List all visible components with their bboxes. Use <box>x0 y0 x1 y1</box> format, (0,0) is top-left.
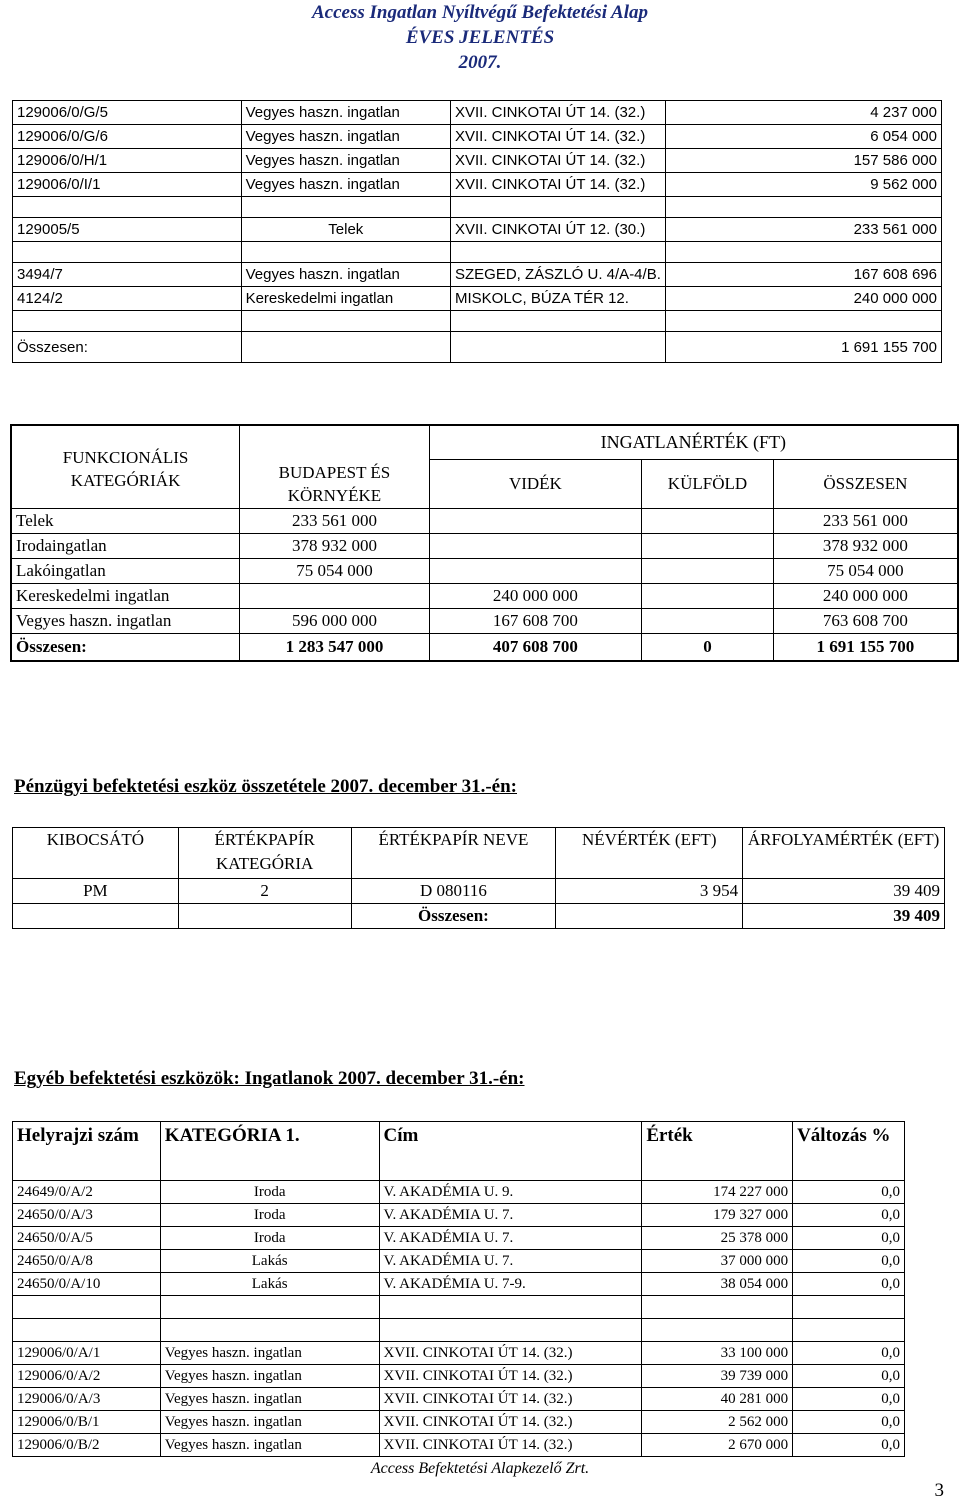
col-security-name-header: ÉRTÉKPAPÍR NEVE <box>351 828 556 879</box>
security-category: 2 <box>178 879 351 904</box>
category-label: Telek <box>11 509 240 534</box>
parcel-number: 129006/0/B/1 <box>13 1411 161 1434</box>
category: Lakás <box>160 1273 379 1296</box>
financial-assets-table <box>12 827 945 929</box>
category-label: Kereskedelmi ingatlan <box>11 584 240 609</box>
category: Iroda <box>160 1204 379 1227</box>
value: 233 561 000 <box>665 218 941 242</box>
kulfold-value <box>642 534 774 559</box>
category: Vegyes haszn. ingatlan <box>160 1411 379 1434</box>
table-row <box>13 1365 905 1388</box>
change-percent: 0,0 <box>793 1342 905 1365</box>
address: XVII. CINKOTAI ÚT 14. (32.) <box>450 101 665 125</box>
videk-value <box>429 509 641 534</box>
parcel-number: 129006/0/G/6 <box>13 125 242 149</box>
category: Vegyes haszn. ingatlan <box>241 173 450 197</box>
table-row <box>13 1388 905 1411</box>
address: MISKOLC, BÚZA TÉR 12. <box>450 287 665 311</box>
total-label: Összesen: <box>11 634 240 662</box>
parcel-number: 24650/0/A/3 <box>13 1204 161 1227</box>
total-row <box>11 634 958 662</box>
category: Vegyes haszn. ingatlan <box>160 1342 379 1365</box>
spacer-row <box>13 197 942 218</box>
category: Vegyes haszn. ingatlan <box>160 1388 379 1411</box>
videk-value: 240 000 000 <box>429 584 641 609</box>
kulfold-total: 0 <box>642 634 774 662</box>
col-budapest-header: BUDAPEST ÉS KÖRNYÉKE <box>240 460 430 509</box>
value: 240 000 000 <box>665 287 941 311</box>
section-title-real-estate: Egyéb befektetési eszközök: Ingatlanok 2007. december 31.-én: <box>14 1068 525 1089</box>
address: XVII. CINKOTAI ÚT 12. (30.) <box>450 218 665 242</box>
address: XVII. CINKOTAI ÚT 14. (32.) <box>450 173 665 197</box>
table-row <box>11 509 958 534</box>
total-value: 240 000 000 <box>773 584 958 609</box>
col-parcel-header: Helyrajzi szám <box>13 1122 161 1181</box>
category: Vegyes haszn. ingatlan <box>241 263 450 287</box>
table-row <box>13 149 942 173</box>
total-row <box>13 904 945 929</box>
table-row <box>11 584 958 609</box>
table-row <box>13 263 942 287</box>
total-value: 1 691 155 700 <box>665 332 941 363</box>
address: XVII. CINKOTAI ÚT 14. (32.) <box>450 125 665 149</box>
col-address-header: Cím <box>379 1122 642 1181</box>
budapest-value <box>240 584 430 609</box>
col-value-header: Érték <box>642 1122 793 1181</box>
table-row <box>11 534 958 559</box>
value: 9 562 000 <box>665 173 941 197</box>
col-security-category-header: ÉRTÉKPAPÍR KATEGÓRIA <box>178 828 351 879</box>
value: 37 000 000 <box>642 1250 793 1273</box>
section-title-financial-assets: Pénzügyi befektetési eszköz összetétele 2007. december 31.-én: <box>14 776 517 797</box>
value: 167 608 696 <box>665 263 941 287</box>
col-category-header: KATEGÓRIA 1. <box>160 1122 379 1181</box>
address: XVII. CINKOTAI ÚT 14. (32.) <box>379 1388 642 1411</box>
real-estate-table <box>12 1121 905 1457</box>
header-row <box>11 425 958 460</box>
address: XVII. CINKOTAI ÚT 14. (32.) <box>379 1411 642 1434</box>
category: Iroda <box>160 1181 379 1204</box>
budapest-value: 378 932 000 <box>240 534 430 559</box>
property-value-group-header: INGATLANÉRTÉK (FT) <box>429 425 958 460</box>
face-value: 3 954 <box>556 879 743 904</box>
table-row <box>13 218 942 242</box>
header-row <box>13 1122 905 1181</box>
address: XVII. CINKOTAI ÚT 14. (32.) <box>379 1365 642 1388</box>
header-fund-name: Access Ingatlan Nyíltvégű Befektetési Alap <box>312 2 648 23</box>
category-label: Irodaingatlan <box>11 534 240 559</box>
value: 2 562 000 <box>642 1411 793 1434</box>
value: 174 227 000 <box>642 1181 793 1204</box>
category-label: Vegyes haszn. ingatlan <box>11 609 240 634</box>
total-value: 763 608 700 <box>773 609 958 634</box>
spacer-row <box>13 1319 905 1342</box>
page-number: 3 <box>934 1480 944 1501</box>
parcel-number: 129006/0/H/1 <box>13 149 242 173</box>
col-kulfold-header: KÜLFÖLD <box>642 460 774 509</box>
category: Vegyes haszn. ingatlan <box>241 101 450 125</box>
table-row <box>13 1411 905 1434</box>
col-market-value-header: ÁRFOLYAMÉRTÉK (EFT) <box>743 828 945 879</box>
header-report-title: ÉVES JELENTÉS <box>405 27 555 48</box>
table-row <box>13 1181 905 1204</box>
parcel-number: 129006/0/A/2 <box>13 1365 161 1388</box>
table-row <box>13 1250 905 1273</box>
value: 40 281 000 <box>642 1388 793 1411</box>
address: V. AKADÉMIA U. 7-9. <box>379 1273 642 1296</box>
address: XVII. CINKOTAI ÚT 14. (32.) <box>450 149 665 173</box>
category: Telek <box>241 218 450 242</box>
change-percent: 0,0 <box>793 1181 905 1204</box>
total-row <box>13 332 942 363</box>
parcel-number: 129006/0/I/1 <box>13 173 242 197</box>
total-label: Összesen: <box>351 904 556 929</box>
table-row <box>13 287 942 311</box>
issuer: PM <box>13 879 179 904</box>
value: 2 670 000 <box>642 1434 793 1457</box>
value: 39 739 000 <box>642 1365 793 1388</box>
videk-value <box>429 534 641 559</box>
value: 4 237 000 <box>665 101 941 125</box>
budapest-total: 1 283 547 000 <box>240 634 430 662</box>
change-percent: 0,0 <box>793 1434 905 1457</box>
address: V. AKADÉMIA U. 7. <box>379 1204 642 1227</box>
kulfold-value <box>642 584 774 609</box>
col-issuer-header: KIBOCSÁTÓ <box>13 828 179 879</box>
change-percent: 0,0 <box>793 1411 905 1434</box>
header-year: 2007. <box>458 52 502 73</box>
spacer-row <box>13 311 942 332</box>
kulfold-value <box>642 559 774 584</box>
budapest-value: 233 561 000 <box>240 509 430 534</box>
value: 6 054 000 <box>665 125 941 149</box>
col-category-header: FUNKCIONÁLIS KATEGÓRIÁK <box>11 425 240 509</box>
parcel-number: 3494/7 <box>13 263 242 287</box>
change-percent: 0,0 <box>793 1388 905 1411</box>
col-face-value-header: NÉVÉRTÉK (EFT) <box>556 828 743 879</box>
total-value: 75 054 000 <box>773 559 958 584</box>
category: Vegyes haszn. ingatlan <box>160 1434 379 1457</box>
total-value: 233 561 000 <box>773 509 958 534</box>
table-row <box>11 609 958 634</box>
table-row <box>13 1204 905 1227</box>
kulfold-value <box>642 509 774 534</box>
category: Iroda <box>160 1227 379 1250</box>
address: SZEGED, ZÁSZLÓ U. 4/A-4/B. <box>450 263 665 287</box>
category-label: Lakóingatlan <box>11 559 240 584</box>
grand-total: 1 691 155 700 <box>773 634 958 662</box>
parcel-number: 129006/0/B/2 <box>13 1434 161 1457</box>
value: 179 327 000 <box>642 1204 793 1227</box>
table-row <box>13 879 945 904</box>
table-row <box>13 1227 905 1250</box>
change-percent: 0,0 <box>793 1250 905 1273</box>
kulfold-value <box>642 609 774 634</box>
address: XVII. CINKOTAI ÚT 14. (32.) <box>379 1434 642 1457</box>
videk-value: 167 608 700 <box>429 609 641 634</box>
security-name: D 080116 <box>351 879 556 904</box>
parcel-number: 24650/0/A/8 <box>13 1250 161 1273</box>
property-list-table <box>12 100 942 363</box>
total-value: 39 409 <box>743 904 945 929</box>
category: Lakás <box>160 1250 379 1273</box>
col-osszesen-header: ÖSSZESEN <box>773 460 958 509</box>
category: Vegyes haszn. ingatlan <box>241 125 450 149</box>
category: Kereskedelmi ingatlan <box>241 287 450 311</box>
address: V. AKADÉMIA U. 7. <box>379 1227 642 1250</box>
spacer-row <box>13 1296 905 1319</box>
table-row <box>13 125 942 149</box>
change-percent: 0,0 <box>793 1227 905 1250</box>
address: V. AKADÉMIA U. 7. <box>379 1250 642 1273</box>
change-percent: 0,0 <box>793 1273 905 1296</box>
change-percent: 0,0 <box>793 1204 905 1227</box>
footer-company: Access Befektetési Alapkezelő Zrt. <box>370 1460 590 1477</box>
total-label: Összesen: <box>13 332 242 363</box>
spacer-row <box>13 242 942 263</box>
parcel-number: 24649/0/A/2 <box>13 1181 161 1204</box>
parcel-number: 129006/0/A/3 <box>13 1388 161 1411</box>
market-value: 39 409 <box>743 879 945 904</box>
table-row <box>13 101 942 125</box>
budapest-value: 75 054 000 <box>240 559 430 584</box>
value: 157 586 000 <box>665 149 941 173</box>
address: XVII. CINKOTAI ÚT 14. (32.) <box>379 1342 642 1365</box>
parcel-number: 24650/0/A/5 <box>13 1227 161 1250</box>
parcel-number: 4124/2 <box>13 287 242 311</box>
table-row <box>13 1273 905 1296</box>
table-row <box>11 559 958 584</box>
value: 25 378 000 <box>642 1227 793 1250</box>
parcel-number: 24650/0/A/10 <box>13 1273 161 1296</box>
table-row <box>13 1342 905 1365</box>
parcel-number: 129005/5 <box>13 218 242 242</box>
change-percent: 0,0 <box>793 1365 905 1388</box>
col-change-header: Változás % <box>793 1122 905 1181</box>
videk-total: 407 608 700 <box>429 634 641 662</box>
header-row <box>13 828 945 879</box>
total-value: 378 932 000 <box>773 534 958 559</box>
property-value-by-category-table <box>10 424 959 662</box>
category: Vegyes haszn. ingatlan <box>241 149 450 173</box>
value: 33 100 000 <box>642 1342 793 1365</box>
col-videk-header: VIDÉK <box>429 460 641 509</box>
category: Vegyes haszn. ingatlan <box>160 1365 379 1388</box>
value: 38 054 000 <box>642 1273 793 1296</box>
budapest-value: 596 000 000 <box>240 609 430 634</box>
table-row <box>13 1434 905 1457</box>
table-row <box>13 173 942 197</box>
address: V. AKADÉMIA U. 9. <box>379 1181 642 1204</box>
parcel-number: 129006/0/A/1 <box>13 1342 161 1365</box>
parcel-number: 129006/0/G/5 <box>13 101 242 125</box>
videk-value <box>429 559 641 584</box>
